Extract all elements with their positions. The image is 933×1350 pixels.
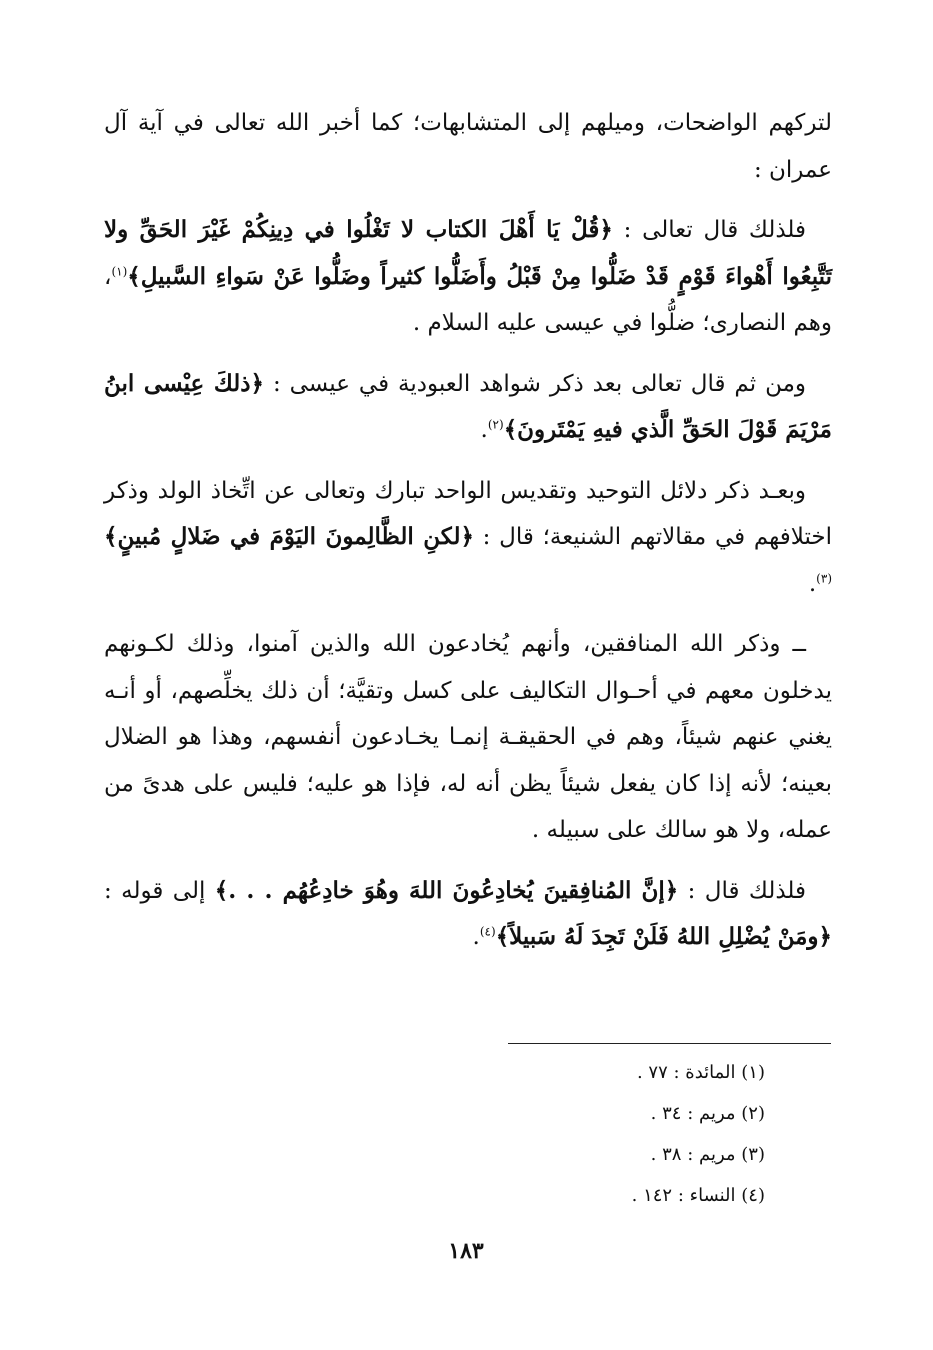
text-run: وبعـد ذكر دلائل التوحيد وتقديس الواحد تبارك وتعالى عن اتِّخاذ الولد وذكر اختلافهم في مقالاتهم الشنيعة؛ قال : bbox=[104, 477, 833, 550]
footnote: (١) المائدة : ٧٧ . bbox=[636, 1062, 765, 1083]
page-number: ١٨٣ bbox=[448, 1238, 484, 1264]
quran-verse: ﴿لكنِ الظَّالِمونَ اليَوْمَ في ضَلالٍ مُبينٍ﴾ bbox=[104, 523, 474, 550]
text-run: . bbox=[472, 924, 480, 950]
paragraph bbox=[104, 361, 832, 454]
paragraph bbox=[104, 468, 832, 608]
quran-verse: ﴿ومَنْ يُضْلِلِ اللهُ فَلَنْ تَجِدَ لَهُ سَبيلاً﴾ bbox=[495, 923, 832, 950]
footnote-reference: (١) bbox=[111, 263, 128, 278]
text-run: . bbox=[808, 570, 817, 597]
text-run: ومن ثم قال تعالى بعد ذكر شواهد العبودية في عيسى : bbox=[264, 370, 807, 397]
footnote-reference: (٤) bbox=[479, 924, 496, 939]
paragraph bbox=[104, 621, 832, 854]
text-run: ــ وذكر الله المنافقين، وأنهم يُخادعون الله والذين آمنوا، وذلك لكـونهم يدخلون معهم في أحـوال التكاليف على كسل وتقيَّة؛ أن ذلك يخلِّصهم، أو أنـه يغني عنهم شيئاً، وهم في الحقيقـة إنمـا يخـادعون أنفسهم، وهذا هو الضلال بعينه؛ لأنه إذا كان يفعل شيئاً يظن أنه له، فإذا هو عليه؛ فليس على هدىً من عمله، ولا هو سالك على سبيله . bbox=[104, 631, 832, 843]
footnote: (٤) النساء : ١٤٢ . bbox=[631, 1185, 765, 1206]
footnotes bbox=[420, 1052, 765, 1216]
text-run: . bbox=[480, 417, 488, 443]
text-run: ، وهم النصارى؛ ضلُّوا في عيسى عليه السلام . bbox=[104, 263, 832, 336]
paragraph bbox=[104, 868, 832, 961]
footnote-separator bbox=[508, 1043, 831, 1044]
paragraph bbox=[104, 207, 832, 347]
quran-verse: ﴿قُلْ يَا أَهْلَ الكتاب لا تَغْلُوا في دِينِكُمْ غَيْرَ الحَقِّ ولا تَتَّبِعُوا أَهْواءَ قَوْمٍ قَدْ ضَلُّوا مِنْ قَبْلُ وأَضَلُّوا كثيراً وضَلُّوا عَنْ سَواءِ السَّبيلِ﴾ bbox=[104, 216, 832, 290]
text-run: فلذلك قال : bbox=[678, 877, 807, 904]
text-run: فلذلك قال تعالى : bbox=[612, 217, 807, 243]
footnote: (٣) مريم : ٣٨ . bbox=[650, 1144, 765, 1165]
main-text bbox=[104, 100, 832, 975]
text-run: إلى قوله : bbox=[104, 877, 215, 904]
text-run: لتركهم الواضحات، وميلهم إلى المتشابهات؛ كما أخبر الله تعالى في آية آل عمران : bbox=[104, 110, 832, 183]
paragraph bbox=[104, 100, 832, 193]
footnote: (٢) مريم : ٣٤ . bbox=[650, 1103, 765, 1124]
quran-verse: ﴿إنَّ المُنافِقينَ يُخادِعُونَ اللهَ وهُوَ خادِعُهُم . . .﴾ bbox=[214, 876, 679, 904]
quran-verse: ﴿ذلكَ عِيْسى ابنُ مَرْيَمَ قَوْلَ الحَقِّ الَّذي فيهِ يَمْتَرونَ﴾ bbox=[104, 369, 832, 443]
footnote-reference: (٣) bbox=[816, 570, 832, 585]
footnote-reference: (٢) bbox=[487, 417, 504, 432]
